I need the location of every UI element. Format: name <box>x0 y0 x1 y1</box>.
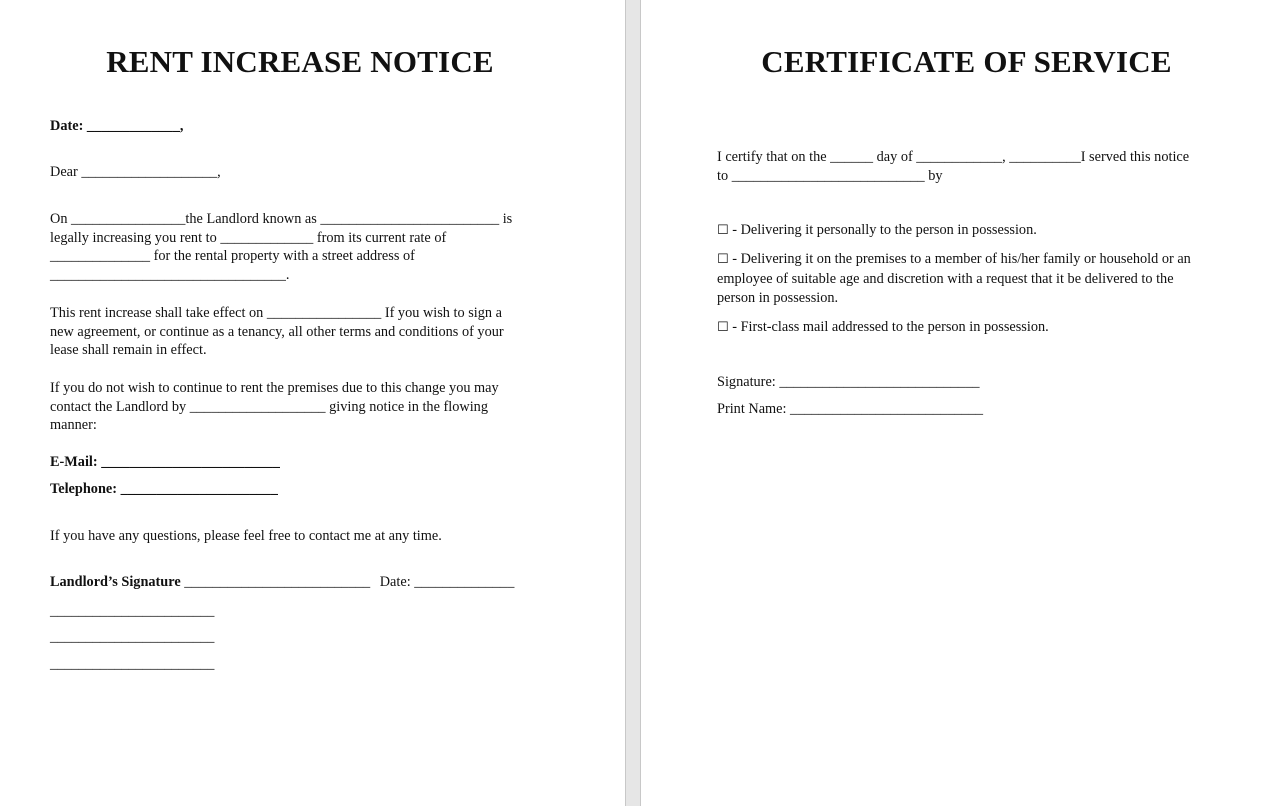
telephone-line <box>50 480 278 499</box>
service-option-premises <box>717 250 1191 309</box>
date-line: Date: _____________, <box>50 118 184 134</box>
paragraph-line: ______________ for the rental property with a street address of <box>50 248 415 264</box>
option-text: - Delivering it personally to the person in possession. <box>732 222 1037 238</box>
signature-line: Signature: ____________________________ <box>717 374 980 390</box>
telephone-label: Telephone: <box>50 481 117 497</box>
paragraph-line: I certify that on the ______ day of ____________, __________I served this notice <box>717 149 1190 165</box>
paragraph-line: manner: <box>50 417 97 433</box>
paragraph-contact-landlord <box>50 379 499 435</box>
option-line <box>717 250 1191 270</box>
page-title: CERTIFICATE OF SERVICE <box>761 44 1172 79</box>
service-option-personal <box>717 221 1037 241</box>
option-line: employee of suitable age and discretion with a request that it be delivered to the <box>717 270 1174 287</box>
print-name-line: Print Name: ___________________________ <box>717 401 984 417</box>
signature-date-label: Date: <box>379 574 411 590</box>
page-title: RENT INCREASE NOTICE <box>106 44 494 79</box>
paragraph-effective-date <box>50 304 504 360</box>
option-line: person in possession. <box>717 290 839 306</box>
address-line-2: _______________________ <box>50 629 215 645</box>
paragraph-line: legally increasing you rent to _____________ from its current rate of <box>50 229 447 246</box>
email-line <box>50 453 280 472</box>
landlord-signature-line <box>50 573 514 592</box>
page-gutter-divider <box>625 0 641 806</box>
checkbox-icon[interactable]: ☐ <box>717 320 729 335</box>
signature-blank: __________________________ <box>184 574 371 590</box>
document-page-certificate-of-service <box>641 0 1262 806</box>
certify-statement <box>717 148 1189 185</box>
paragraph-line: new agreement, or continue as a tenancy, all other terms and conditions of your <box>50 323 504 340</box>
option-text: - First-class mail addressed to the person in possession. <box>732 319 1049 335</box>
service-option-mail <box>717 318 1049 338</box>
paragraph-rent-increase <box>50 210 512 284</box>
signature-date-blank: ______________ <box>414 574 515 590</box>
paragraph-line: If you do not wish to continue to rent the premises due to this change you may <box>50 380 499 396</box>
paragraph-line: lease shall remain in effect. <box>50 342 207 358</box>
questions-line: If you have any questions, please feel free to contact me at any time. <box>50 528 442 544</box>
telephone-blank: ______________________ <box>120 481 278 497</box>
paragraph-line: _________________________________. <box>50 266 290 283</box>
paragraph-line: to ___________________________ by <box>717 167 943 184</box>
paragraph-line: On ________________the Landlord known as _________________________ is <box>50 211 513 227</box>
checkbox-icon[interactable]: ☐ <box>717 252 729 267</box>
address-line-1: _______________________ <box>50 603 215 619</box>
paragraph-line: contact the Landlord by ___________________ giving notice in the flowing <box>50 398 488 415</box>
option-text: - Delivering it on the premises to a member of his/her family or household or an <box>732 251 1191 267</box>
signature-label: Landlord’s Signature <box>50 574 181 590</box>
salutation-line: Dear ___________________, <box>50 164 221 180</box>
checkbox-icon[interactable]: ☐ <box>717 223 729 238</box>
email-label: E-Mail: <box>50 454 98 470</box>
paragraph-line: This rent increase shall take effect on ________________ If you wish to sign a <box>50 305 502 321</box>
email-blank: _________________________ <box>101 454 280 470</box>
document-page-rent-increase-notice <box>0 0 625 806</box>
address-line-3: _______________________ <box>50 656 215 672</box>
